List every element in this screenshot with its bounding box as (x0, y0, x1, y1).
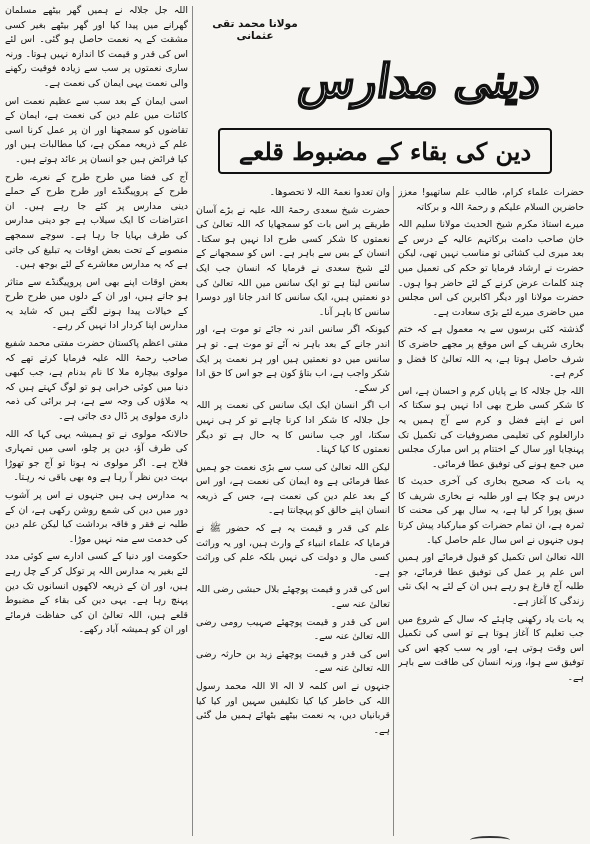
paragraph: وان تعدوا نعمۃ اللہ لا تحصوھا۔ (269, 187, 390, 198)
paragraph: مفتی اعظم پاکستان حضرت مفتی محمد شفیع صاحب رحمۃ اللہ علیہ فرمایا کرتے تھے کہ مولوی بیچارہ ملا کا نام بدنام ہے، جب کبھی دنیا میں کوئی خرابی ہو تو لوگ کہتے ہیں کہ یہ ملاؤں کی وجہ سے ہے، ہر برائی کی ذمہ داری مولوی پر ڈال دی جاتی ہے۔ (5, 338, 188, 423)
paragraph: یہ بات یاد رکھنی چاہئے کہ سال کے شروع میں جب تعلیم کا آغاز ہوتا ہے تو اسی کی تکمیل اس وقت ہوتی ہے، اور یہ سب کچھ اس کی توفیق سے ہوا، ورنہ انسان کی طاقت سے باہر ہے۔ (398, 613, 584, 683)
paragraph: یہ مدارس ہی ہیں جنہوں نے اس پر آشوب دور میں دین کی شمع روشن رکھی ہے، ان کے طلبہ نے فقر و فاقہ برداشت کیا لیکن علم دین کی خدمت سے منہ نہیں موڑا۔ (5, 490, 188, 545)
paragraph: اسی ایمان کے بعد سب سے عظیم نعمت اس کائنات میں علم دین کی نعمت ہے، ایمان کے تقاضوں کو سمجھنا اور ان پر عمل کرنا اسی علم کے ذریعہ ممکن ہے، کیا مطالبات ہیں اور کیا فرائض ہیں جو انسان پر عائد ہوتے ہیں۔ (5, 95, 188, 165)
paragraph: حضرات علماء کرام، طالب علم ساتھیو! معزز حاضرین السلام علیکم و رحمۃ اللہ و برکاتہ (398, 187, 584, 213)
paragraph: حالانکہ مولوی نے تو ہمیشہ یہی کہا کہ اللہ کی طرف آؤ، دین پر چلو، اسی میں تمہاری فلاح ہے۔ اگر مولوی نہ ہوتا تو آج جو تھوڑا بہت دین نظر آ رہا ہے وہ بھی باقی نہ رہتا۔ (5, 428, 188, 484)
paragraph: گذشتہ کئی برسوں سے یہ معمول ہے کہ ختم بخاری شریف کے اس موقع پر مجھے حاضری کا شرف حاصل ہوتا ہے، یہ اللہ تعالیٰ کا فضل و کرم ہے۔ (398, 324, 584, 380)
paragraph: اس کی قدر و قیمت پوچھئے صہیب رومی رضی اللہ تعالیٰ عنہ سے۔ (196, 616, 390, 643)
article-subtitle-banner (218, 128, 552, 174)
paragraph: بعض اوقات اپنے بھی اس پروپیگنڈے سے متاثر ہو جاتے ہیں، اور ان کے دلوں میں طرح طرح کے خیالات پیدا ہونے لگتے ہیں کہ شاید یہ مدارس اپنا کردار ادا نہیں کر رہے۔ (5, 276, 188, 332)
column-left (5, 4, 188, 838)
column-divider (192, 6, 193, 836)
paragraph: جنہوں نے اس کلمہ لا الہ الا اللہ محمد رسول اللہ کی خاطر کیا کیا تکلیفیں سہیں اور کیا کیا قربانیاں دیں، یہ نعمت بیٹھے بٹھائے ہمیں مل گئی ہے۔ (196, 681, 390, 736)
paragraph: آج کی فضا میں طرح طرح کے نعرے، طرح طرح کے پروپیگنڈے اور طرح طرح کے حملے دینی مدارس پر کئے جا رہے ہیں۔ ان اعتراضات کا ایک سیلاب ہے جو دینی مدارس کی طرف بہایا جا رہا ہے۔ سوچے سمجھے منصوبے کے تحت بعض اوقات یہ تبلیغ کی جاتی ہے کہ یہ مدارس معاشرے کے لئے بوجھ ہیں۔ (5, 171, 188, 271)
paragraph: یہ بات کہ صحیح بخاری کی آخری حدیث کا درس ہو چکا ہے اور طلبہ نے بخاری شریف کا سبق پورا کر لیا ہے، یہ سال بھر کی محنت کا ثمرہ ہے، ان تمام حضرات کو مبارکباد پیش کرتا ہوں جنہوں نے اس سال علم حاصل کیا۔ (398, 476, 584, 546)
column-right (398, 186, 584, 838)
paragraph: میرے استاذ مکرم شیخ الحدیث مولانا سلیم اللہ خان صاحب دامت برکاتہم عالیہ کے درس کے بعد میری لب کشائی تو مناسب نہیں تھی، لیکن حضرت نے ارشاد فرمایا تو حکم کی تعمیل میں چند کلمات عرض کرنے کے لئے حاضر ہوا ہوں۔ حضرت مولانا اور دیگر اکابرین کی اس مجلس میں حاضری میرے لئے بڑی سعادت ہے۔ (398, 219, 584, 318)
paragraph: حضرت شیخ سعدی رحمۃ اللہ علیہ نے بڑے آسان طریقے پر اس بات کو سمجھایا کہ اللہ تعالیٰ کی نعمتوں کا شکر کسی طرح ادا نہیں ہو سکتا۔ انسان کے بس سے باہر ہے۔ اس کو سمجھانے کے لئے شیخ سعدی نے فرمایا کہ انسان جب ایک سانس لیتا ہے تو ایک سانس میں اللہ تعالیٰ کی دو نعمتیں ہیں، ایک سانس کا اندر جانا اور دوسرا سانس کا باہر آنا۔ (196, 204, 390, 318)
column-divider (393, 186, 394, 836)
paragraph: اب اگر انسان ایک ایک سانس کی نعمت پر اللہ جل جلالہ کا شکر ادا کرنا چاہے تو کر ہی نہیں سکتا، اور جب سانس کا یہ حال ہے تو دیگر نعمتوں کا کیا کہنا۔ (196, 400, 390, 456)
paragraph: لیکن اللہ تعالیٰ کی سب سے بڑی نعمت جو ہمیں عطا فرمائی ہے وہ ایمان کی نعمت ہے، اور اس کے بعد علم دین کی نعمت ہے، جس کے ذریعہ انسان اپنے خالق کو پہچانتا ہے۔ (196, 461, 390, 517)
page-footer-ornament (470, 836, 510, 844)
column-middle (196, 186, 390, 838)
paragraph: علم کی قدر و قیمت یہ ہے کہ حضور ﷺ نے فرمایا کہ علماء انبیاء کے وارث ہیں، اور یہ وراثت کسی مال و دولت کی نہیں بلکہ علم کی وراثت ہے۔ (196, 523, 390, 578)
paragraph: اس کی قدر و قیمت پوچھئے زید بن حارثہ رضی اللہ تعالیٰ عنہ سے۔ (196, 648, 390, 675)
paragraph: کیونکہ اگر سانس اندر نہ جائے تو موت ہے، اور اندر جانے کے بعد باہر نہ آئے تو موت ہے۔ تو ہر سانس میں دو نعمتیں ہیں اور ہر نعمت پر ایک شکر واجب ہے، اب بتاؤ کون ہے جو اس کا حق ادا کر سکے۔ (196, 324, 390, 394)
paragraph: اللہ جل جلالہ نے ہمیں گھر بیٹھے مسلمان گھرانے میں پیدا کیا اور گھر بیٹھے بغیر کسی مشقت کے یہ نعمت حاصل ہو گئی۔ اس لئے اس کی قدر و قیمت کا اندازہ نہیں ہوتا۔ ورنہ ساری نعمتوں پر سب سے زیادہ فوقیت رکھنے والی نعمت یہی ایمان کی نعمت ہے۔ (5, 5, 188, 89)
author-name: مولانا محمد تقی عثمانی (212, 18, 298, 42)
article-subtitle: دین کی بقاء کے مضبوط قلعے (238, 136, 532, 166)
paragraph: حکومت اور دنیا کے کسی ادارے سے کوئی مدد لئے بغیر یہ مدارس اللہ پر توکل کر کے چل رہے ہیں، اور ان کے ذریعہ لاکھوں انسانوں تک دین پہنچ رہا ہے۔ یہی دین کی بقاء کے مضبوط قلعے ہیں، اللہ تعالیٰ ان کی حفاظت فرمائے اور ان کو ہمیشہ آباد رکھے۔ (5, 551, 188, 636)
paragraph: اللہ جل جلالہ کا بے پایاں کرم و احسان ہے، اس کا شکر کسی طرح بھی ادا نہیں ہو سکتا کہ اس نے اپنے فضل و کرم سے آج ہمیں یہ دارالعلوم کی تعلیمی مصروفیات کی تکمیل تک پہنچایا اور سال کے اختتام پر اس مبارک مجلس میں جمع ہونے کی توفیق عطا فرمائی۔ (398, 385, 584, 470)
article-title: دینی مدارس (295, 54, 545, 108)
paragraph: اس کی قدر و قیمت پوچھئے بلال حبشی رضی اللہ تعالیٰ عنہ سے۔ (196, 584, 390, 611)
paragraph: اللہ تعالیٰ اس تکمیل کو قبول فرمائے اور ہمیں اس علم پر عمل کی توفیق عطا فرمائے، جو طلبہ آج فارغ ہو رہے ہیں ان کے لئے یہ ایک نئی زندگی کا آغاز ہے۔ (398, 552, 584, 608)
